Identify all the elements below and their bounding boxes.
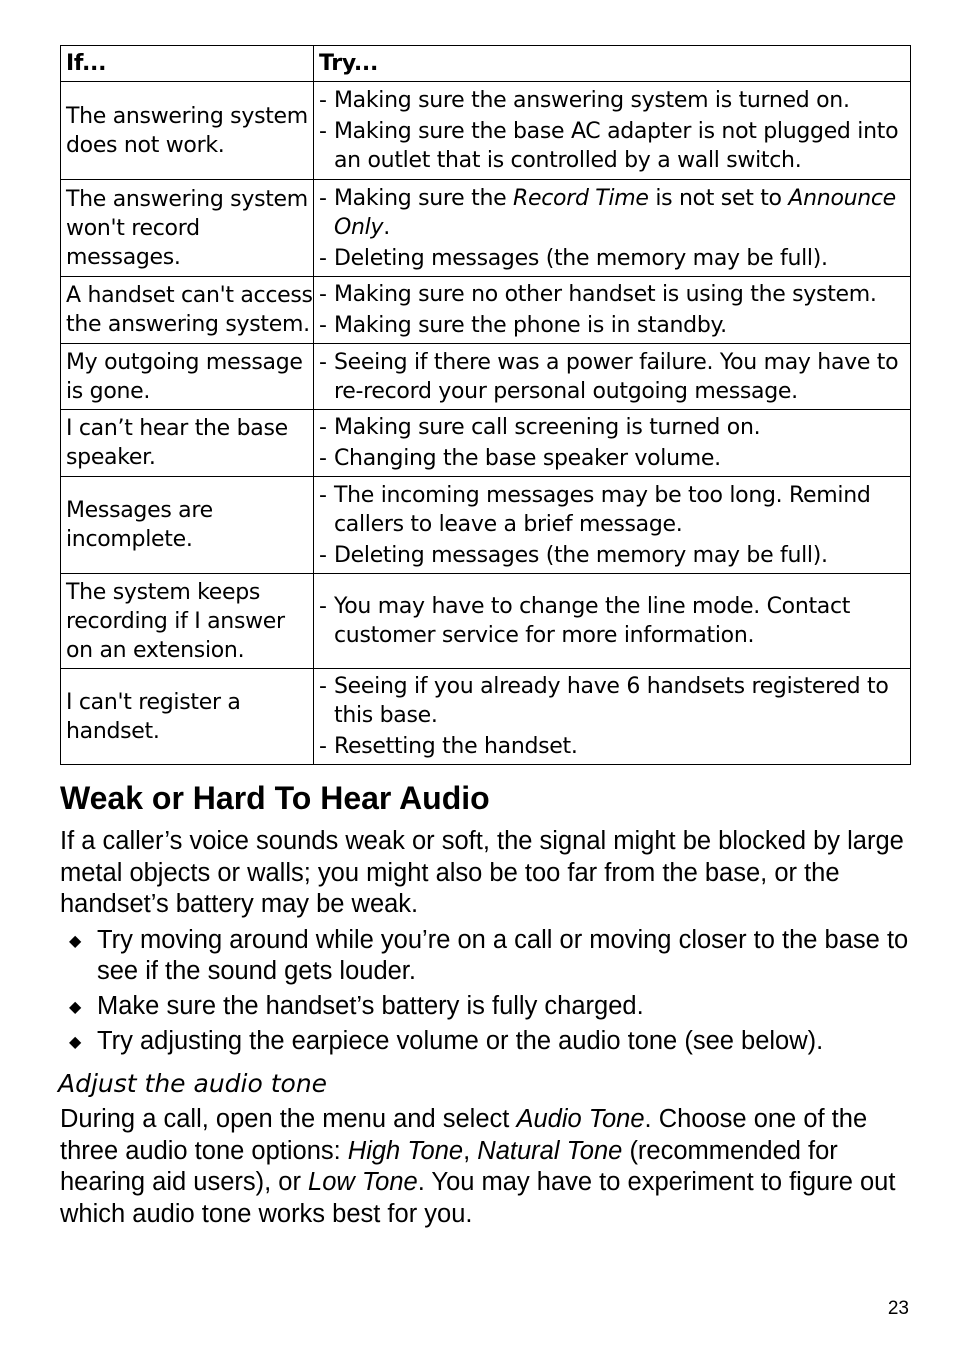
solution-line: - Changing the base speaker volume. bbox=[319, 446, 721, 471]
solution-line: - Making sure the answering system is turned on. bbox=[319, 88, 850, 113]
solution-text: . bbox=[383, 214, 390, 240]
page-number: 23 bbox=[887, 1298, 909, 1319]
solution-line: - Seeing if there was a power failure. You may have to re-record your personal outgoing message. bbox=[319, 349, 899, 404]
solution-text: Deleting messages (the memory may be full). bbox=[334, 245, 828, 271]
solution-text: Making sure the bbox=[334, 185, 514, 211]
solution-text: Record Time bbox=[513, 185, 649, 211]
diamond-bullet-icon: ◆ bbox=[69, 1034, 82, 1051]
solution-text: Making sure no other handset is using the system. bbox=[334, 282, 877, 307]
table-header-row bbox=[61, 46, 911, 82]
text-segment: During a call, open the menu and select bbox=[60, 1105, 517, 1133]
solution-line: - Deleting messages (the memory may be full). bbox=[319, 542, 828, 568]
option-low-tone: Low Tone bbox=[308, 1168, 418, 1196]
table-row bbox=[61, 277, 911, 344]
tips-list bbox=[60, 925, 920, 1061]
solution-text: Seeing if there was a power failure. You may have to re-record your personal outgoing message. bbox=[334, 349, 899, 404]
text-segment: (recommended for hearing aid users), or bbox=[60, 1136, 838, 1196]
menu-item-name: Audio Tone bbox=[516, 1105, 645, 1133]
solution-text: Resetting the handset. bbox=[334, 734, 578, 759]
audio-tone-paragraph bbox=[60, 1104, 920, 1230]
section-heading: Weak or Hard To Hear Audio bbox=[60, 780, 490, 816]
table-row bbox=[61, 410, 911, 477]
problem-cell: A handset can't access the answering system. bbox=[61, 277, 314, 344]
problem-cell: I can't register a handset. bbox=[61, 669, 314, 765]
table-row bbox=[61, 82, 911, 180]
list-item bbox=[60, 1026, 920, 1057]
solution-text: Making sure the base AC adapter is not plugged into an outlet that is controlled by a wall switch. bbox=[334, 119, 899, 173]
text-segment: . You may have to experiment to figure out which audio tone works best for you. bbox=[60, 1168, 896, 1228]
text-segment: , bbox=[463, 1136, 478, 1165]
solution-cell bbox=[314, 82, 911, 180]
problem-cell: I can’t hear the base speaker. bbox=[61, 410, 314, 477]
table-row bbox=[61, 574, 911, 669]
option-high-tone: High Tone bbox=[347, 1136, 464, 1165]
solution-cell bbox=[314, 277, 911, 344]
list-item-text: Make sure the handset’s battery is fully charged. bbox=[97, 992, 644, 1020]
solution-text: Making sure the answering system is turned on. bbox=[334, 88, 850, 113]
solution-line: - Making sure call screening is turned on. bbox=[319, 415, 761, 440]
solution-text: Changing the base speaker volume. bbox=[334, 446, 721, 471]
solution-line: - The incoming messages may be too long. Remind callers to leave a brief message. bbox=[319, 482, 871, 537]
problem-cell: Messages are incomplete. bbox=[61, 477, 314, 574]
solution-text: Announce Only bbox=[334, 185, 896, 240]
table-row bbox=[61, 180, 911, 277]
solution-cell bbox=[314, 574, 911, 669]
solution-text: is not set to bbox=[648, 185, 789, 211]
diamond-bullet-icon: ◆ bbox=[69, 999, 82, 1016]
solution-line: - Making sure the phone is in standby. bbox=[319, 313, 727, 338]
solution-line: - Making sure the Record Time is not set to Announce Only. bbox=[319, 185, 896, 240]
solution-text: Seeing if you already have 6 handsets registered to this base. bbox=[334, 674, 889, 728]
table-row bbox=[61, 669, 911, 765]
option-natural-tone: Natural Tone bbox=[477, 1136, 623, 1165]
troubleshooting-table bbox=[60, 45, 911, 765]
text-segment: . Choose one of the three audio tone options: bbox=[60, 1105, 868, 1165]
solution-text: Making sure the phone is in standby. bbox=[334, 313, 727, 338]
solution-cell bbox=[314, 410, 911, 477]
list-item bbox=[60, 991, 920, 1022]
column-header-try: Try... bbox=[314, 46, 911, 82]
solution-line: - You may have to change the line mode. Contact customer service for more information. bbox=[319, 594, 851, 648]
table-body bbox=[61, 82, 911, 765]
problem-cell: The answering system won't record messages. bbox=[61, 180, 314, 277]
solution-cell bbox=[314, 344, 911, 410]
subsection-heading: Adjust the audio tone bbox=[58, 1069, 328, 1098]
list-item-text: Try adjusting the earpiece volume or the audio tone (see below). bbox=[97, 1027, 824, 1055]
solution-text: You may have to change the line mode. Contact customer service for more information. bbox=[334, 594, 851, 648]
solution-line: - Seeing if you already have 6 handsets registered to this base. bbox=[319, 674, 889, 728]
section-intro: If a caller’s voice sounds weak or soft, the signal might be blocked by large metal objects or walls; you might also be too far from the base, or the handset’s battery may be weak. bbox=[60, 827, 904, 918]
solution-line: - Making sure the base AC adapter is not plugged into an outlet that is controlled by a wall switch. bbox=[319, 119, 899, 173]
problem-cell: The answering system does not work. bbox=[61, 82, 314, 180]
solution-line: - Deleting messages (the memory may be full). bbox=[319, 245, 828, 271]
list-item-text: Try moving around while you’re on a call or moving closer to the base to see if the sound gets louder. bbox=[97, 926, 909, 985]
solution-cell bbox=[314, 180, 911, 277]
problem-cell: The system keeps recording if I answer on an extension. bbox=[61, 574, 314, 669]
solution-text: Making sure call screening is turned on. bbox=[334, 415, 761, 440]
list-item bbox=[60, 925, 920, 987]
solution-line: - Making sure no other handset is using the system. bbox=[319, 282, 877, 307]
solution-cell bbox=[314, 669, 911, 765]
solution-line: - Resetting the handset. bbox=[319, 734, 578, 759]
table-row bbox=[61, 344, 911, 410]
solution-text: Deleting messages (the memory may be full). bbox=[334, 542, 828, 568]
diamond-bullet-icon: ◆ bbox=[69, 933, 82, 950]
solution-text: The incoming messages may be too long. Remind callers to leave a brief message. bbox=[334, 482, 871, 537]
table-row bbox=[61, 477, 911, 574]
column-header-if: If... bbox=[61, 46, 314, 82]
problem-cell: My outgoing message is gone. bbox=[61, 344, 314, 410]
solution-cell bbox=[314, 477, 911, 574]
